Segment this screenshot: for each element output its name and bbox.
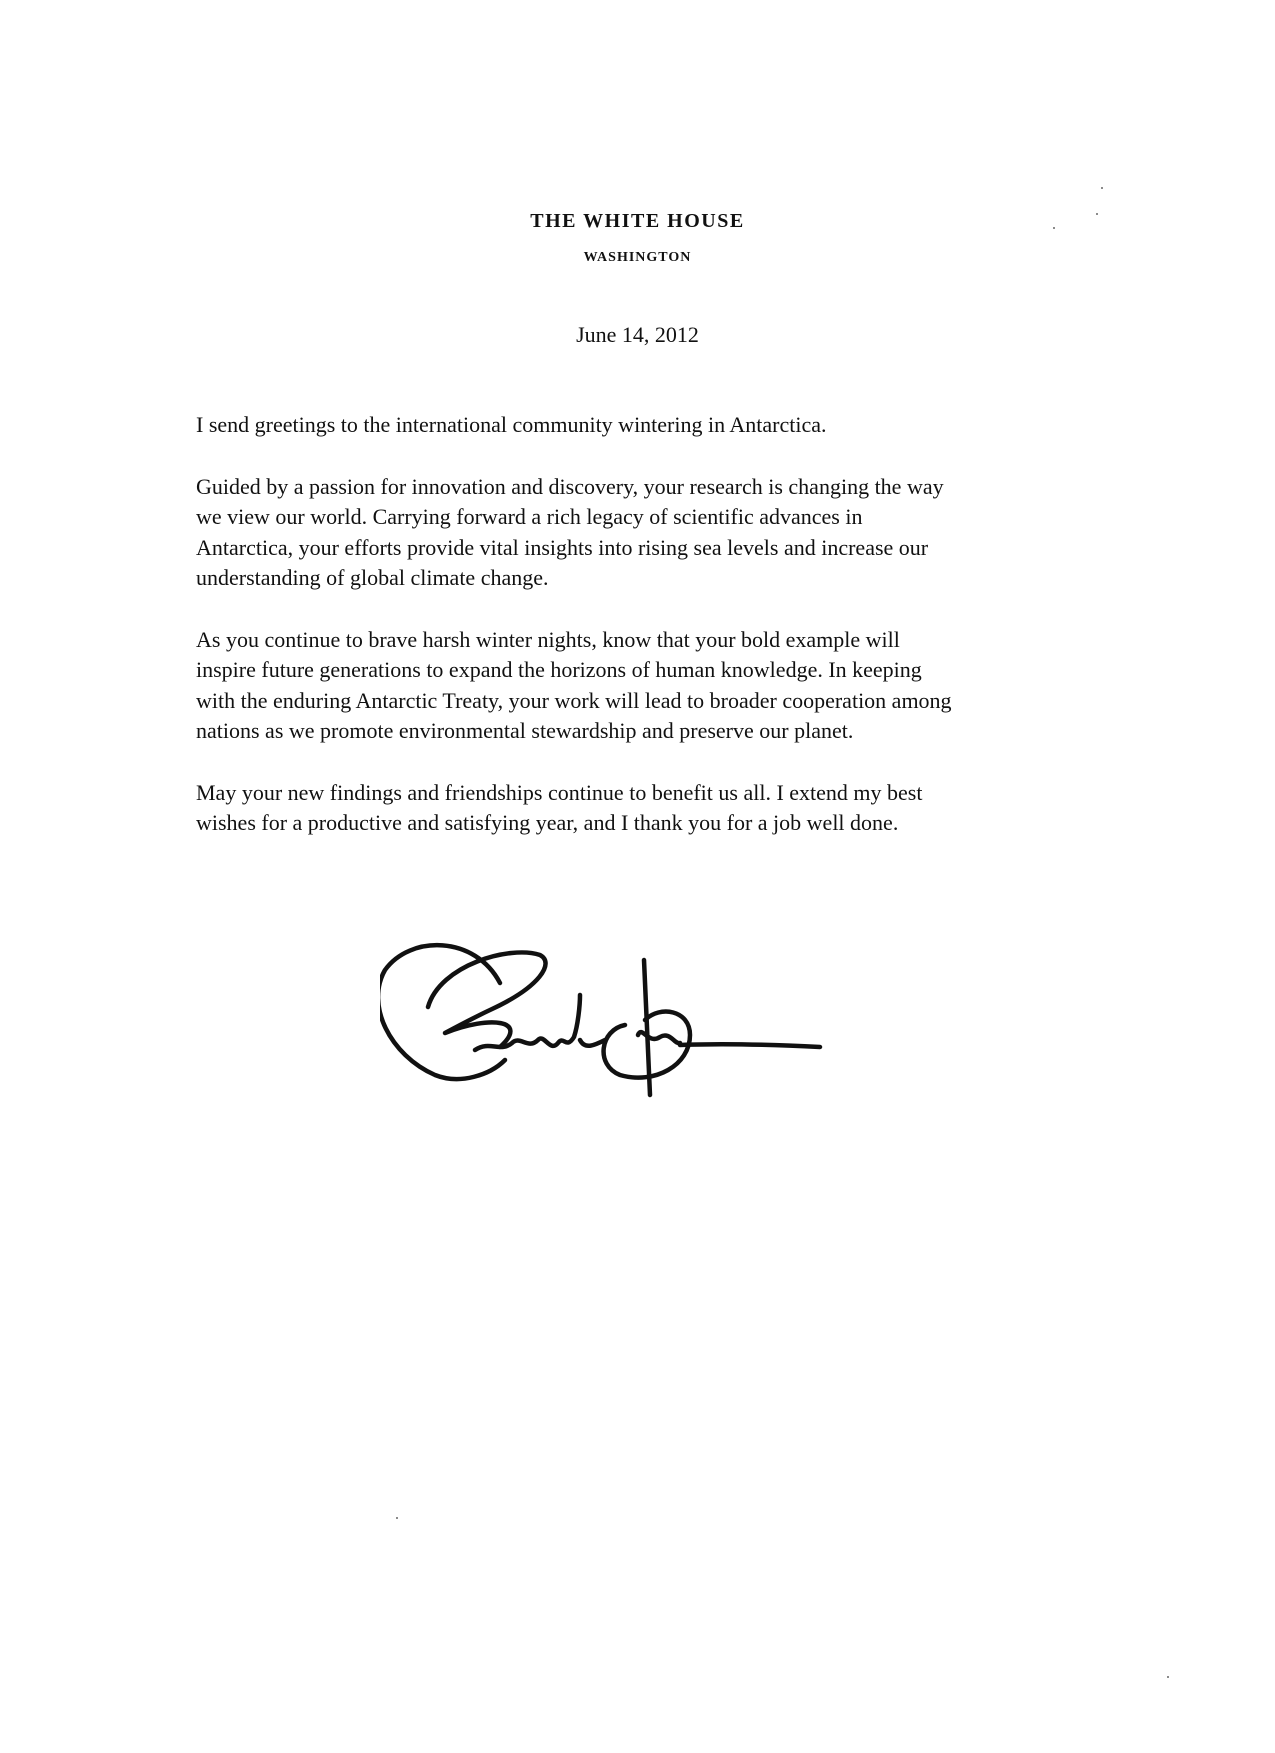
- scan-speck: [1101, 187, 1103, 189]
- letterhead-subtitle: WASHINGTON: [583, 250, 692, 265]
- letter-date: June 14, 2012: [576, 322, 699, 347]
- paragraph-2: Guided by a passion for innovation and discovery, your research is changing the way we view our world. Carrying forward a rich legacy of scientific advances in Antarctica, your efforts provide vital insights into rising sea levels and increase our understanding of global climate change.: [196, 473, 944, 590]
- scan-speck: [1096, 213, 1098, 215]
- paragraph-1: I send greetings to the international community wintering in Antarctica.: [196, 412, 827, 437]
- letterhead-title: THE WHITE HOUSE: [530, 210, 745, 232]
- scan-speck: [1053, 227, 1055, 229]
- paragraph-3: As you continue to brave harsh winter nights, know that your bold example will inspire future generations to expand the horizons of human knowledge. In keeping with the enduring Antarctic Treaty, your work will lead to broader cooperation among nations as we promote environmental stewardship and preserve our planet.: [196, 626, 952, 743]
- letter-body: [196, 410, 956, 870]
- scan-speck: [1167, 1676, 1169, 1678]
- handwritten-signature-icon: [380, 925, 860, 1125]
- paragraph-4: May your new findings and friendships continue to benefit us all. I extend my best wishes for a productive and satisfying year, and I thank you for a job well done.: [196, 779, 923, 835]
- scan-speck: [396, 1517, 398, 1519]
